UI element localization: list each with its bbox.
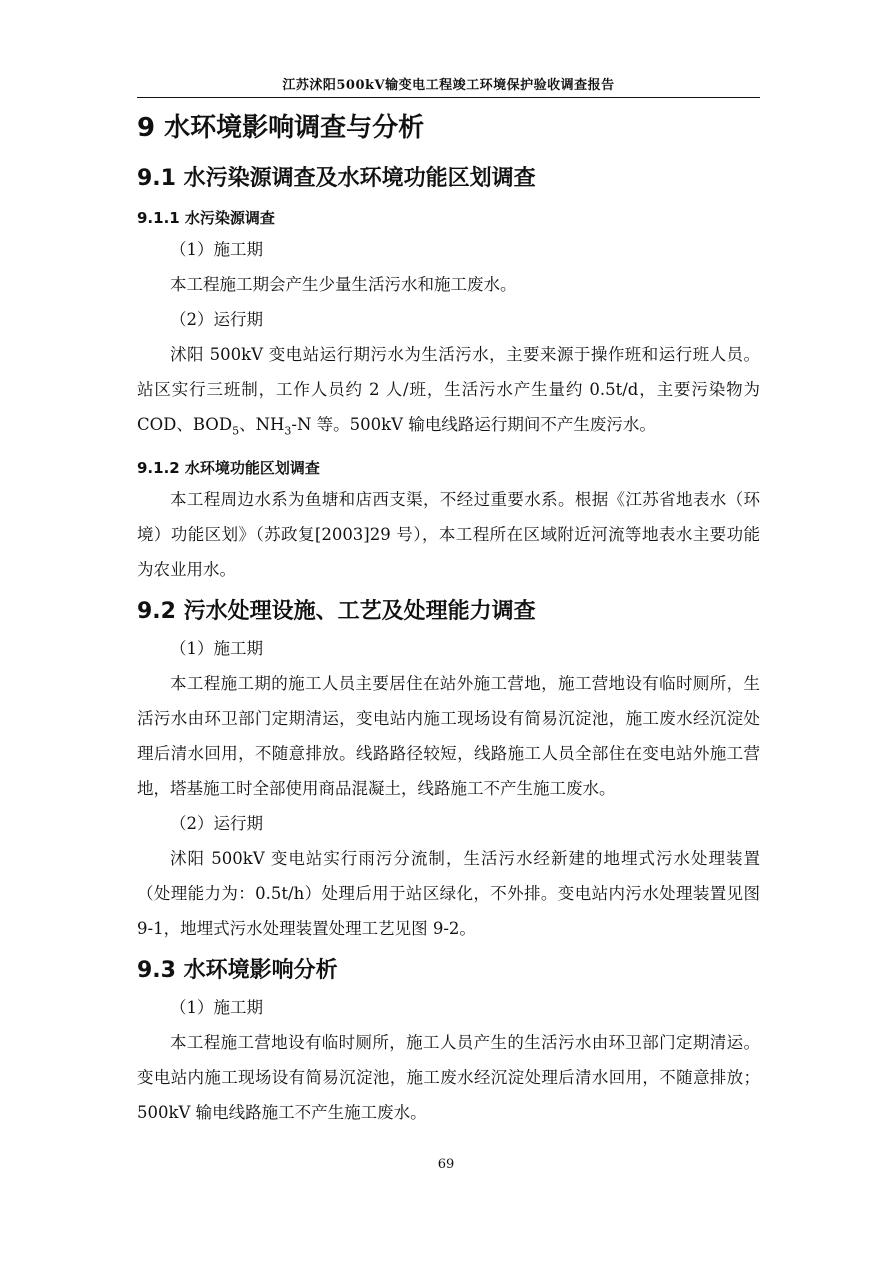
page-number: 69: [437, 1157, 455, 1172]
bod-subscript: 5: [232, 424, 240, 438]
para-construction-9-3: 本工程施工营地设有临时厕所，施工人员产生的生活污水由环卫部门定期清运。变电站内施工现场设有简易沉淀池，施工废水经沉淀处理后清水回用，不随意排放；500kV 输电线路施工不产生施工废水。: [137, 1033, 760, 1123]
label-construction-9-1-1: （1）施工期: [170, 240, 263, 259]
subsection-9-1-1-title: 9.1.1 水污染源调查: [137, 209, 275, 227]
running-header: 江苏沭阳500kV输变电工程竣工环境保护验收调查报告: [282, 78, 615, 93]
section-9-2-title: 9.2 污水处理设施、工艺及处理能力调查: [137, 599, 536, 625]
para-operation-text-a: 沭阳 500kV 变电站运行期污水为生活污水，主要来源于操作班和运行班人员。站区实行三班制，工作人员约 2 人/班，生活污水产生量约 0.5t/d，主要污染物为 COD、BOD: [137, 345, 760, 434]
para-construction-9-1-1: 本工程施工期会产生少量生活污水和施工废水。: [170, 275, 517, 294]
page-body: [137, 108, 760, 1130]
subsection-9-1-2-title: 9.1.2 水环境功能区划调查: [137, 459, 320, 478]
para-operation-9-1-1: [137, 337, 760, 448]
para-operation-text-c: -N 等。500kV 输电线路运行期间不产生废污水。: [291, 415, 656, 434]
header-rule: [137, 97, 760, 98]
label-construction-9-3: （1）施工期: [170, 998, 263, 1018]
nh-subscript: 3: [284, 424, 292, 438]
para-construction-9-2: 本工程施工期的施工人员主要居住在站外施工营地，施工营地设有临时厕所，生活污水由环卫部门定期清运，变电站内施工现场设有简易沉淀池，施工废水经沉淀处理后清水回用，不随意排放。线路路径较短，线路施工人员全部住在变电站外施工营地，塔基施工时全部使用商品混凝土，线路施工不产生施工废水。: [137, 674, 760, 799]
section-9-3-title: 9.3 水环境影响分析: [137, 958, 338, 984]
para-9-1-2: 本工程周边水系为鱼塘和店西支渠，不经过重要水系。根据《江苏省地表水（环境）功能区划》（苏政复[2003]29 号），本工程所在区域附近河流等地表水主要功能为农业用水。: [137, 490, 760, 580]
label-operation-9-1-1: （2）运行期: [170, 310, 263, 329]
section-9-1-title: 9.1 水污染源调查及水环境功能区划调查: [137, 166, 536, 191]
para-operation-text-b: 、NH: [239, 415, 285, 434]
label-construction-9-2: （1）施工期: [170, 639, 263, 659]
label-operation-9-2: （2）运行期: [170, 814, 263, 834]
para-operation-9-2: 沭阳 500kV 变电站实行雨污分流制，生活污水经新建的地埋式污水处理装置（处理能力为：0.5t/h）处理后用于站区绿化，不外排。变电站内污水处理装置见图 9-1，地埋式污水处理装置处理工艺见图 9-2。: [137, 849, 760, 939]
chapter-title: 9 水环境影响调查与分析: [137, 113, 425, 143]
